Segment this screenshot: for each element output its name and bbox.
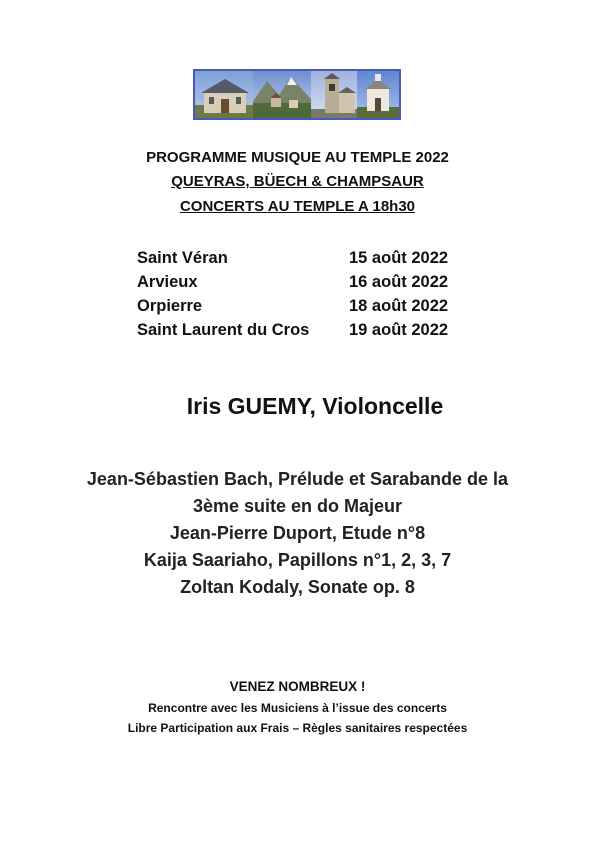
temple-photo-2: [253, 71, 311, 118]
schedule-date: 15 août 2022: [349, 249, 449, 267]
footer-notes: [0, 698, 595, 738]
schedule-row: [137, 246, 467, 270]
temples-photo-banner: [193, 69, 401, 120]
temple-photo-3: [311, 71, 357, 118]
program-line: Zoltan Kodaly, Sonate op. 8: [180, 577, 415, 597]
program-title: PROGRAMME MUSIQUE AU TEMPLE 2022: [146, 149, 449, 166]
schedule-row: [137, 270, 467, 294]
temple-photo-1: [195, 71, 253, 118]
program-line: Kaija Saariaho, Papillons n°1, 2, 3, 7: [143, 550, 452, 570]
schedule-row: [137, 318, 467, 342]
temple-photo-4: [357, 71, 399, 118]
concert-schedule: [137, 246, 467, 342]
region-subtitle-text: QUEYRAS, BÜECH & CHAMPSAUR: [171, 173, 424, 190]
performer-name: Iris GUEMY, Violoncelle: [186, 393, 444, 419]
region-subtitle: [0, 171, 595, 193]
concert-time-subtitle: [0, 196, 595, 218]
concert-time-text: CONCERTS AU TEMPLE A 18h30: [179, 198, 416, 215]
schedule-place: Saint Véran: [137, 249, 228, 267]
schedule-place: Arvieux: [137, 273, 198, 291]
program-line: Jean-Sébastien Bach, Prélude et Sarabande de la: [86, 469, 509, 489]
program-line: Jean-Pierre Duport, Etude n°8: [169, 523, 426, 543]
invitation-call: VENEZ NOMBREUX !: [229, 679, 366, 694]
program-line: 3ème suite en do Majeur: [192, 496, 403, 516]
schedule-date: 16 août 2022: [349, 273, 449, 291]
footer-note-participation: Libre Participation aux Frais – Règles sanitaires respectées: [127, 721, 468, 735]
music-program: [0, 466, 595, 601]
schedule-place: Saint Laurent du Cros: [137, 321, 310, 339]
schedule-date: 18 août 2022: [349, 297, 449, 315]
schedule-date: 19 août 2022: [349, 321, 449, 339]
schedule-row: [137, 294, 467, 318]
footer-note-meeting: Rencontre avec les Musiciens à l’issue des concerts: [148, 701, 447, 715]
schedule-place: Orpierre: [137, 297, 203, 315]
